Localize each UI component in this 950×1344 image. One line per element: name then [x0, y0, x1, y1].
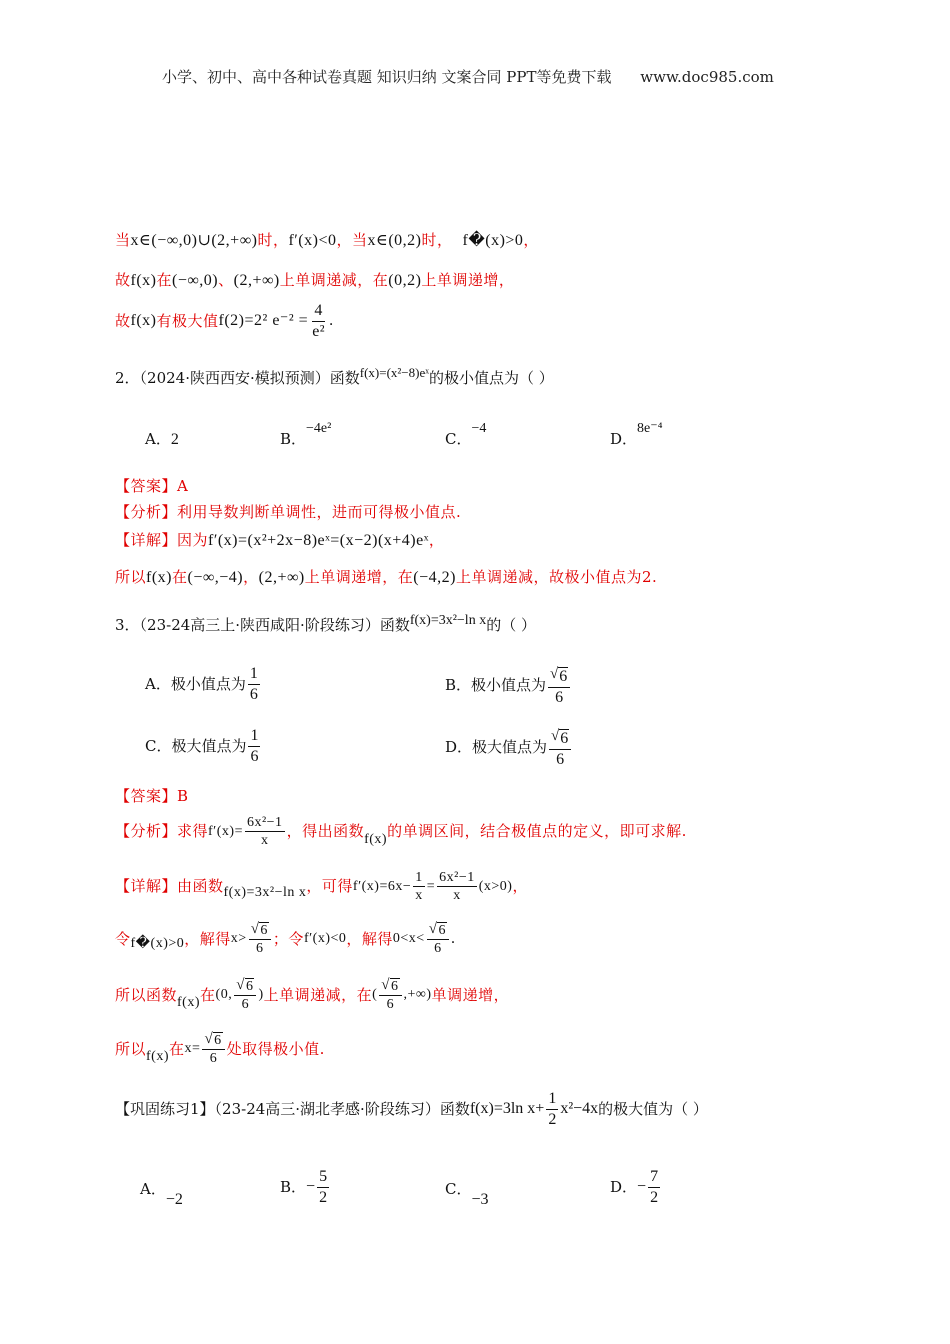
- text: 时，: [257, 231, 289, 249]
- denominator: x: [415, 888, 423, 904]
- numerator: √ 6: [379, 978, 401, 996]
- option-label: C．: [445, 430, 472, 448]
- text: 【分析】求得: [115, 822, 209, 841]
- text: 上单调递减，在: [263, 985, 373, 1004]
- radicand: 6: [245, 979, 254, 994]
- math-derivative: f′(x)=: [208, 823, 243, 839]
- solution-line-2: [115, 273, 514, 289]
- denominator: 6: [249, 685, 258, 703]
- math-function: f(x): [130, 272, 157, 289]
- detail-line-2: [115, 922, 455, 957]
- numerator: 1: [546, 1090, 558, 1110]
- math-function: f(x)=3x²−ln x: [409, 613, 487, 628]
- fraction: [437, 870, 477, 904]
- math-function: f(x): [130, 312, 157, 330]
- answer-label: 【答案】B: [115, 787, 189, 805]
- option-a[interactable]: [145, 432, 179, 448]
- text: 令: [115, 929, 131, 948]
- fraction: [234, 978, 256, 1013]
- option-value: −4e²: [306, 421, 332, 436]
- denominator: e²: [312, 322, 326, 340]
- numerator: 6x²−1: [437, 870, 477, 887]
- text: 所以函数: [115, 985, 178, 1004]
- minus-sign: −: [306, 1178, 316, 1196]
- text: ，: [243, 568, 259, 586]
- text: 当: [115, 231, 131, 249]
- text: ，可得: [306, 877, 353, 896]
- question-text: 的（ ）: [486, 616, 536, 634]
- fraction: [546, 1090, 558, 1128]
- option-b[interactable]: [445, 665, 572, 706]
- radicand: 6: [260, 923, 268, 938]
- option-b[interactable]: [280, 1168, 331, 1206]
- numerator: 6x²−1: [245, 815, 285, 832]
- math-condition: (x>0): [478, 878, 513, 894]
- text: 故: [115, 271, 131, 289]
- conclusion-line: [115, 570, 657, 586]
- question-text: 的极大值为（ ）: [598, 1099, 708, 1118]
- page-header: [162, 70, 774, 85]
- radicand: 6: [559, 668, 568, 685]
- math-derivative: f�(x)>0: [462, 232, 524, 249]
- option-value: −2: [165, 1191, 183, 1208]
- math-function: f(x): [364, 831, 388, 847]
- math-function: f(x)=(x²−8)eˣ: [359, 365, 429, 380]
- solution-line-3: [115, 302, 334, 340]
- denominator: 2: [548, 1110, 557, 1128]
- denominator: 6: [256, 941, 264, 957]
- math-interval: (0,2): [388, 272, 422, 289]
- text: ，: [512, 877, 528, 896]
- text: ，: [428, 531, 445, 549]
- text: ，当: [336, 231, 368, 249]
- math-function: f(x)=3x²−ln x: [223, 884, 307, 900]
- option-label: B．: [280, 430, 307, 448]
- option-label: C．极大值点为: [145, 736, 247, 755]
- text: ，: [523, 231, 539, 249]
- option-a[interactable]: [145, 665, 262, 703]
- option-label: C．: [445, 1180, 472, 1198]
- option-label: B．: [280, 1177, 307, 1196]
- denominator: 6: [209, 1051, 218, 1067]
- numerator: √ 6: [202, 1032, 224, 1050]
- math-interval: x∈(−∞,0)∪(2,+∞): [130, 232, 258, 249]
- math-interval-open: (0,: [215, 987, 233, 1003]
- fraction: [413, 870, 425, 904]
- math-interval: (2,+∞): [233, 272, 280, 289]
- question-2-stem: [115, 365, 554, 387]
- question-text: 2．（2024·陕西西安·模拟预测）函数: [115, 369, 360, 387]
- fraction: [379, 978, 401, 1013]
- math-function: f(x): [177, 995, 201, 1011]
- radicand: 6: [438, 923, 446, 938]
- solution-line-1: [115, 233, 539, 249]
- header-text: 小学、初中、高中各种试卷真题 知识归纳 文案合同 PPT等免费下载: [162, 68, 612, 86]
- denominator: 6: [386, 997, 395, 1013]
- fraction: [648, 1168, 660, 1206]
- fraction: [248, 665, 260, 703]
- denominator: 2: [650, 1188, 659, 1206]
- text: 在: [156, 271, 173, 289]
- option-value: −4: [471, 421, 487, 436]
- text: ，解得: [346, 929, 393, 948]
- math-interval-close: ,+∞): [403, 987, 432, 1003]
- answer-label: 【答案】A: [115, 477, 189, 495]
- text: 上单调递增，: [421, 271, 515, 289]
- text: 在: [200, 985, 216, 1004]
- math-derivative: f�(x)>0: [130, 936, 185, 952]
- denominator: 6: [555, 688, 564, 706]
- text: 单调递增，: [431, 985, 510, 1004]
- math-inequality: 0<x<: [392, 931, 425, 947]
- text: ，解得: [184, 929, 231, 948]
- period: .: [450, 930, 456, 948]
- math-interval-open: (: [372, 987, 378, 1003]
- text: 有极大值: [156, 311, 219, 330]
- text: 上单调递减，在: [279, 271, 389, 289]
- period: .: [329, 312, 334, 330]
- option-label: D．极大值点为: [445, 738, 548, 757]
- denominator: x: [261, 833, 269, 849]
- math-interval-close: ): [258, 987, 264, 1003]
- radicand: 6: [391, 979, 399, 994]
- option-value: −3: [471, 1191, 489, 1208]
- text: 上单调递增，在: [304, 568, 414, 586]
- option-d[interactable]: [445, 727, 573, 768]
- text: 在: [169, 1039, 185, 1058]
- option-d[interactable]: [610, 1168, 662, 1206]
- denominator: x: [453, 888, 461, 904]
- detail-line: [115, 533, 444, 549]
- math-derivative: f′(x)=(x²+2x−8)eˣ=(x−2)(x+4)eˣ: [208, 532, 429, 549]
- math-derivative: f′(x)<0: [288, 232, 337, 249]
- option-c[interactable]: [445, 421, 487, 448]
- numerator: 1: [413, 870, 425, 887]
- denominator: 6: [250, 747, 259, 765]
- numerator: 1: [248, 665, 260, 685]
- option-c[interactable]: [145, 727, 262, 765]
- math-derivative: f′(x)<0: [303, 931, 347, 947]
- radicand: 6: [214, 1033, 222, 1048]
- text: ；令: [272, 929, 304, 948]
- denominator: 2: [319, 1188, 328, 1206]
- text: 【详解】由函数: [115, 877, 224, 896]
- detail-line-3: [115, 978, 509, 1013]
- denominator: 6: [434, 941, 442, 957]
- text: 所以: [115, 1039, 147, 1058]
- question-3-stem: [115, 613, 536, 634]
- header-url: www.doc985.com: [640, 68, 774, 86]
- option-label: A．: [140, 1180, 166, 1198]
- text: ，得出函数: [286, 822, 365, 841]
- detail-line-4: [115, 1032, 325, 1067]
- fraction: [549, 727, 571, 768]
- text: 【详解】因为: [115, 531, 209, 549]
- numerator: 7: [648, 1168, 660, 1188]
- numerator: 4: [312, 302, 325, 322]
- text: 在: [172, 568, 188, 586]
- text: 所以: [115, 568, 147, 586]
- question-text: 3．（23-24高三上·陕西咸阳·阶段练习）函数: [115, 616, 410, 634]
- math-interval: x∈(0,2): [367, 232, 422, 249]
- option-label: B．极小值点为: [445, 676, 547, 695]
- fraction: [202, 1032, 224, 1067]
- math-equation: x=: [184, 1041, 201, 1057]
- fraction: [317, 1168, 329, 1206]
- math-interval: (−∞,−4): [187, 569, 244, 586]
- fraction: [245, 815, 285, 849]
- math-interval: (−4,2): [413, 569, 456, 586]
- numerator: √ 6: [234, 978, 256, 996]
- numerator: √ 6: [249, 922, 271, 940]
- fraction: [548, 665, 570, 706]
- question-text: 【巩固练习1】（23-24高三·湖北孝感·阶段练习）函数: [115, 1099, 470, 1118]
- option-label: A．: [145, 430, 171, 448]
- text: 时，: [421, 231, 453, 249]
- numerator: √ 6: [549, 727, 571, 750]
- math-interval: (2,+∞): [258, 569, 305, 586]
- analysis-line: [115, 815, 687, 849]
- text: 处取得极小值.: [226, 1039, 325, 1058]
- math-function: f(x)=3ln x+: [469, 1100, 545, 1118]
- option-c[interactable]: [445, 1180, 489, 1208]
- radicand: 6: [560, 730, 569, 747]
- text: 上单调递减，故极小值点为2.: [455, 568, 658, 586]
- fraction: [427, 922, 449, 957]
- math-derivative: f′(x)=6x−: [352, 878, 412, 894]
- minus-sign: −: [637, 1178, 647, 1196]
- option-a[interactable]: [140, 1180, 183, 1208]
- math-function: f(x): [146, 569, 172, 586]
- numerator: 5: [317, 1168, 329, 1188]
- option-d[interactable]: [610, 421, 663, 448]
- option-label: A．极小值点为: [145, 674, 246, 693]
- math-function: f(x): [146, 1049, 170, 1065]
- equals: =: [426, 878, 436, 894]
- text: 的单调区间，结合极值点的定义，即可求解.: [387, 822, 687, 841]
- denominator: 6: [556, 750, 565, 768]
- option-b[interactable]: [280, 421, 332, 448]
- option-label: D．: [610, 1177, 638, 1196]
- option-value: 2: [170, 431, 179, 448]
- practice-question-stem: [115, 1090, 708, 1128]
- analysis-text: 【分析】利用导数判断单调性，进而可得极小值点.: [115, 503, 462, 521]
- math-interval: (−∞,0): [172, 272, 219, 289]
- question-text: 的极小值点为（ ）: [429, 369, 554, 387]
- fraction: [248, 727, 260, 765]
- math-expression: x²−4x: [560, 1100, 599, 1118]
- option-label: D．: [610, 430, 638, 448]
- math-expression: f(2)=2² e⁻² =: [218, 312, 309, 330]
- text: 故: [115, 311, 131, 330]
- numerator: 1: [248, 727, 260, 747]
- denominator: 6: [241, 997, 250, 1013]
- numerator: √ 6: [548, 665, 570, 688]
- option-value: 8e⁻⁴: [637, 421, 663, 436]
- numerator: √ 6: [427, 922, 449, 940]
- fraction: [310, 302, 327, 340]
- math-inequality: x>: [230, 931, 247, 947]
- detail-line-1: [115, 870, 528, 904]
- text: 、: [218, 271, 234, 289]
- fraction: [249, 922, 271, 957]
